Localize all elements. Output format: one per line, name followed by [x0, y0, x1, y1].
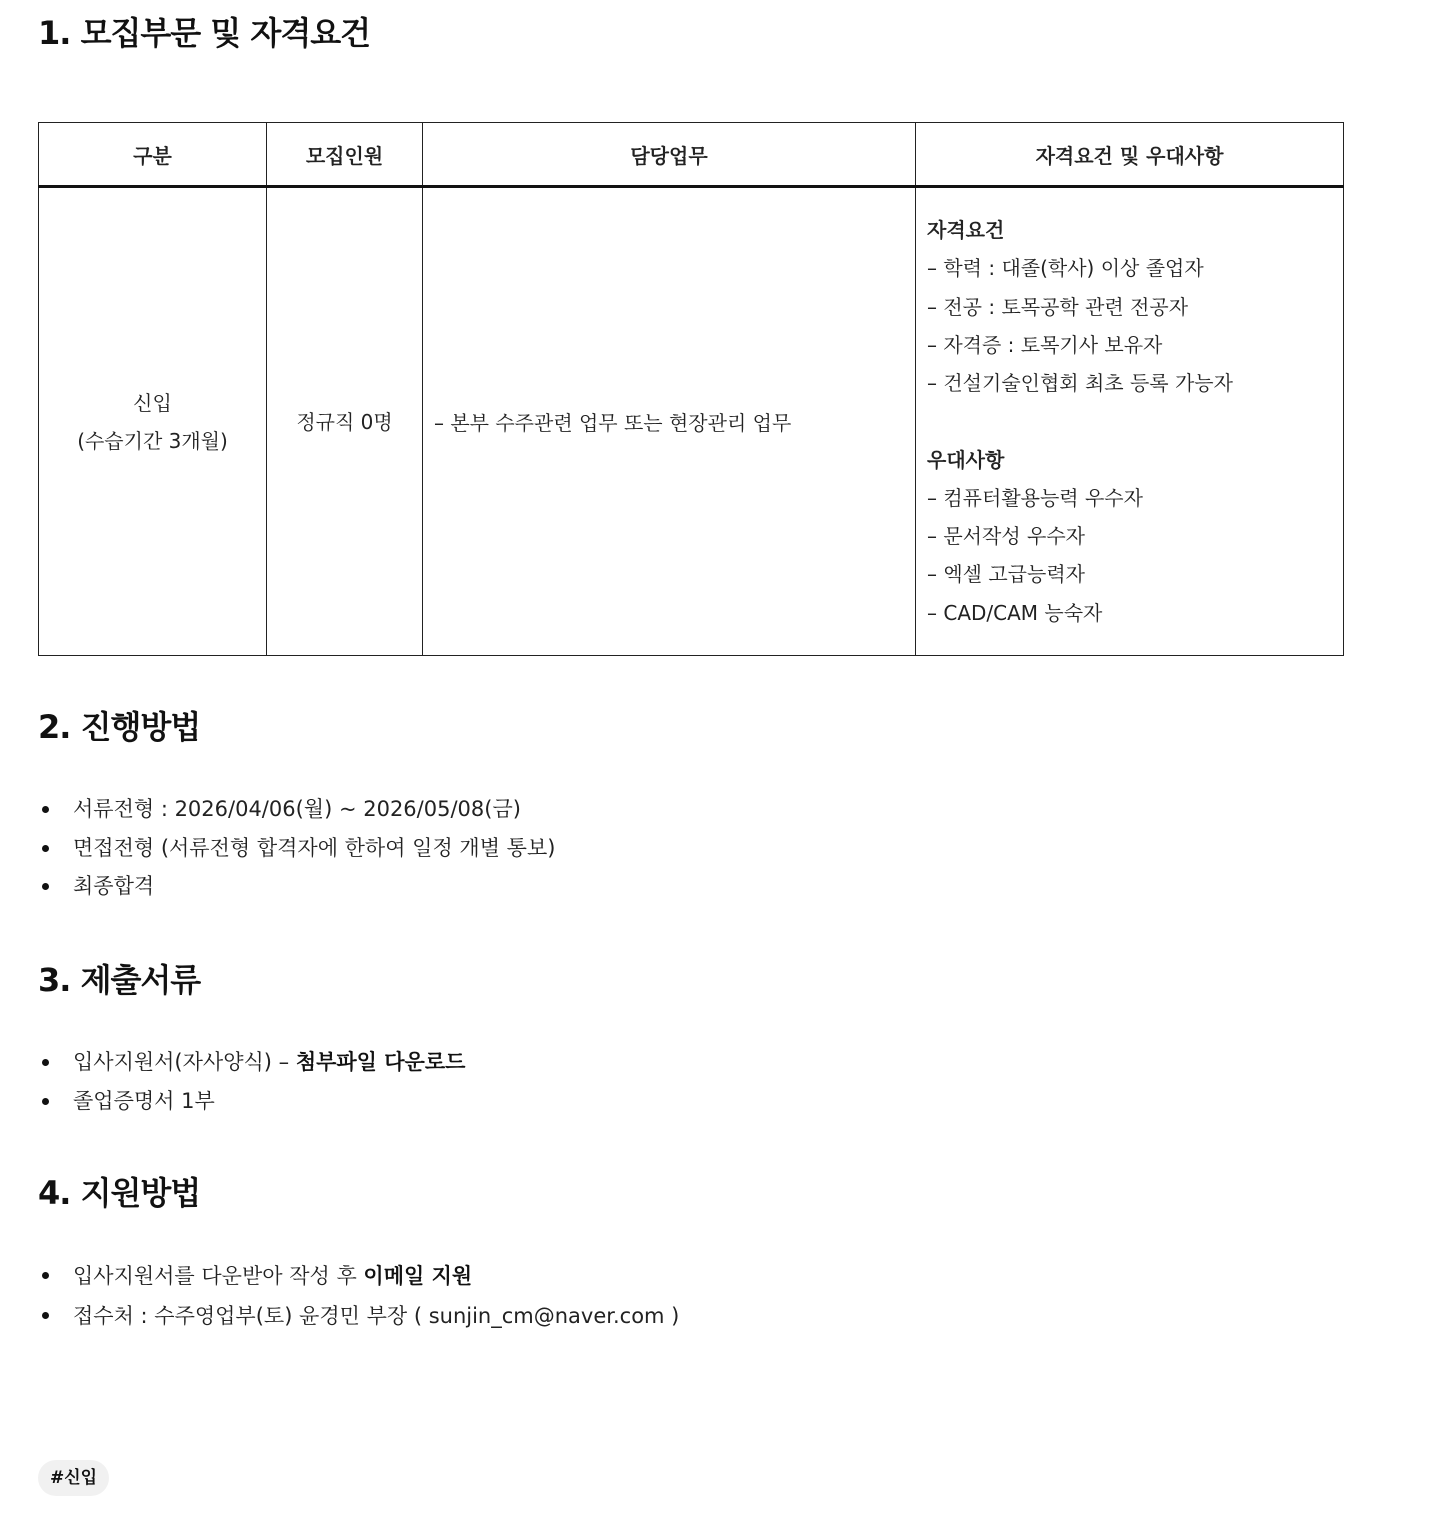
category-line: 신입	[133, 390, 172, 415]
qualifications-heading: 자격요건	[927, 218, 1005, 243]
list-item-text: 입사지원서(자사양식) –	[73, 1050, 296, 1074]
qualification-item: – 학력 : 대졸(학사) 이상 졸업자	[927, 256, 1204, 281]
preference-item: – 문서작성 우수자	[927, 524, 1085, 549]
qualification-item: – 자격증 : 토목기사 보유자	[927, 332, 1163, 357]
table-header-row	[39, 123, 1344, 187]
header-duty: 담당업무	[423, 123, 916, 187]
preference-item: – 엑셀 고급능력자	[927, 562, 1085, 587]
preferences-heading: 우대사항	[927, 447, 1005, 472]
list-item: 졸업증명서 1부	[73, 1082, 465, 1121]
documents-list	[38, 1043, 465, 1120]
hashtag-badge[interactable]: #신입	[38, 1460, 109, 1496]
section-title-recruitment: 1. 모집부문 및 자격요건	[38, 14, 371, 52]
section-title-process: 2. 진행방법	[38, 708, 201, 746]
process-list	[38, 790, 555, 906]
list-item: 접수처 : 수주영업부(토) 윤경민 부장 ( sunjin_cm@naver.com )	[73, 1296, 679, 1336]
section-title-apply: 4. 지원방법	[38, 1174, 201, 1212]
apply-list	[38, 1256, 679, 1336]
list-item: 서류전형 : 2026/04/06(월) ~ 2026/05/08(금)	[73, 790, 555, 829]
category-cell	[39, 187, 267, 656]
email-apply-emphasis: 이메일 지원	[363, 1264, 473, 1288]
duty-cell: – 본부 수주관련 업무 또는 현장관리 업무	[423, 187, 916, 656]
spacer	[927, 403, 1333, 441]
qualification-item: – 전공 : 토목공학 관련 전공자	[927, 294, 1189, 319]
header-headcount: 모집인원	[267, 123, 423, 187]
header-category: 구분	[39, 123, 267, 187]
recruitment-table	[38, 122, 1344, 656]
attachment-download-link[interactable]: 첨부파일 다운로드	[295, 1050, 466, 1074]
header-qualifications: 자격요건 및 우대사항	[916, 123, 1344, 187]
preference-item: – CAD/CAM 능숙자	[927, 600, 1103, 625]
list-item: 면접전형 (서류전형 합격자에 한하여 일정 개별 통보)	[73, 829, 555, 868]
section-title-documents: 3. 제출서류	[38, 961, 201, 999]
preference-item: – 컴퓨터활용능력 우수자	[927, 485, 1143, 510]
qualifications-cell	[916, 187, 1344, 656]
headcount-cell: 정규직 0명	[267, 187, 423, 656]
list-item: 최종합격	[73, 867, 555, 906]
qualification-item: – 건설기술인협회 최초 등록 가능자	[927, 371, 1233, 396]
list-item	[73, 1043, 465, 1082]
list-item	[73, 1256, 679, 1296]
table-row	[39, 187, 1344, 656]
list-item-text: 입사지원서를 다운받아 작성 후	[73, 1264, 364, 1288]
category-line: (수습기간 3개월)	[77, 428, 228, 453]
